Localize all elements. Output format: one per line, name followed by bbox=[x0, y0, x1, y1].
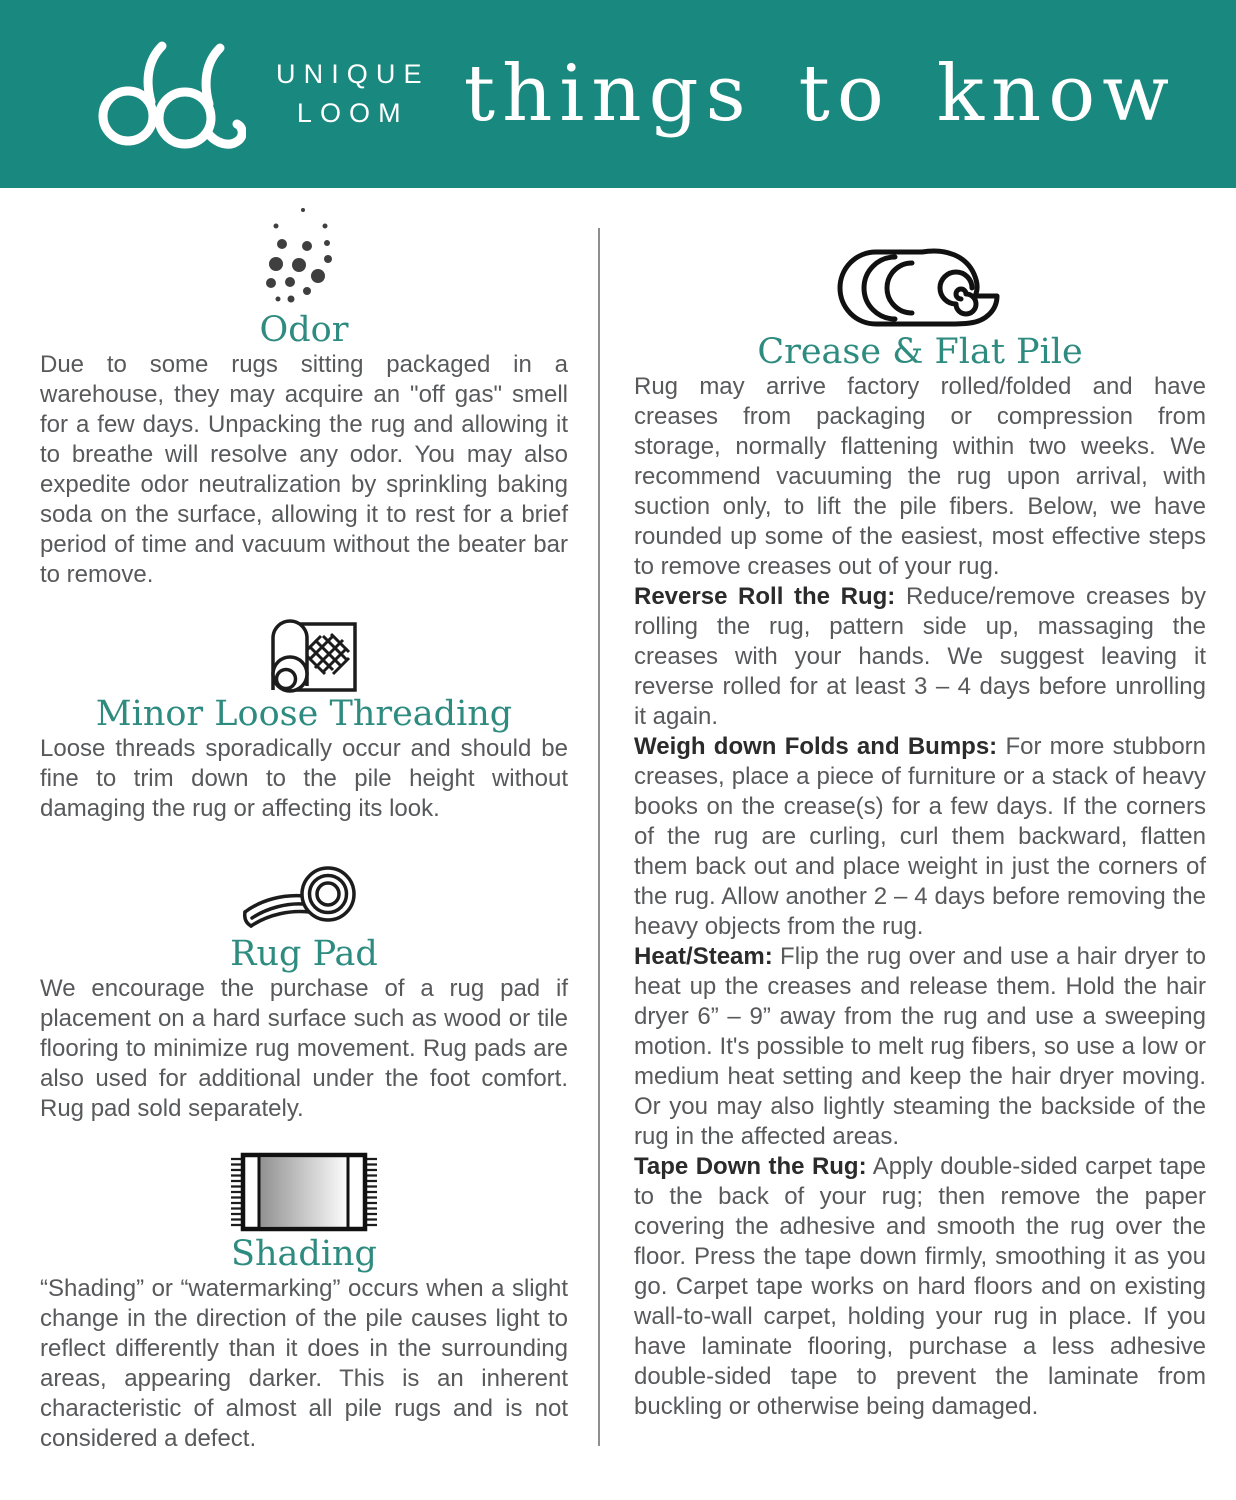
section-heading-threading: Minor Loose Threading bbox=[95, 694, 513, 734]
section-body-odor: Due to some rugs sitting packaged in a warehouse, they may acquire an "off gas" smell for a few days. Unpacking the rug and allowing it to breathe will resolve any odor. You may also expedite odor neutralization by sprinkling baking soda on the surface, allowing it to rest for a brief period of time and vacuum without the beater bar to remove. bbox=[40, 351, 568, 588]
tip-weigh-down bbox=[634, 732, 1206, 942]
tip-heat-steam-label: Heat/Steam: bbox=[634, 943, 773, 970]
right-column bbox=[634, 188, 1206, 1422]
tip-tape-down-text: Apply double-sided carpet tape to the back of your rug; then remove the paper covering the adhesive and smooth the rug over the floor. Press the tape down firmly, smoothing it as you go. Carpet tape works on hard floors and on existing wall-to-wall carpet, holding your rug in place. If you have laminate flooring, purchase a less adhesive double-sided tape to prevent the laminate from buckling or otherwise being damaged. bbox=[634, 1153, 1207, 1420]
tip-tape-down-label: Tape Down the Rug: bbox=[634, 1153, 867, 1180]
brand-lockup bbox=[96, 38, 430, 150]
section-heading-shading: Shading bbox=[231, 1234, 377, 1274]
tip-reverse-roll-text: Reduce/remove creases by rolling the rug, pattern side up, massaging the creases with your hands. We suggest leaving it reverse rolled for at least 3 – 4 days before unrolling it again. bbox=[634, 583, 1207, 730]
section-odor bbox=[40, 204, 568, 590]
section-threading bbox=[40, 602, 568, 824]
section-body-shading: “Shading” or “watermarking” occurs when a slight change in the direction of the pile causes light to reflect differently than it does in the surrounding areas, appearing darker. This is an inherent characteristic of almost all pile rugs and is not considered a defect. bbox=[40, 1275, 568, 1452]
page-title: things to know bbox=[463, 49, 1176, 139]
tip-reverse-roll bbox=[634, 582, 1206, 732]
section-body-crease-intro: Rug may arrive factory rolled/folded and have creases from packaging or compression from storage, normally flattening within two weeks. We recommend vacuuming the rug upon arrival, with suction only, to lift the pile fibers. Below, we have rounded up some of the easiest, most effective steps to remove creases out of your rug. bbox=[634, 373, 1206, 580]
rolled-rug-side-icon bbox=[836, 244, 1004, 332]
section-rugpad bbox=[40, 858, 568, 1124]
odor-sprinkle-icon bbox=[254, 204, 354, 310]
section-heading-rugpad: Rug Pad bbox=[230, 934, 378, 974]
section-shading bbox=[40, 1150, 568, 1454]
fringed-rug-icon bbox=[228, 1150, 380, 1234]
section-heading-crease: Crease & Flat Pile bbox=[757, 332, 1083, 372]
section-body-threading: Loose threads sporadically occur and should be fine to trim down to the pile height without damaging the rug or affecting its look. bbox=[40, 735, 568, 822]
left-column bbox=[40, 188, 568, 1454]
brand-name-line1: UNIQUE bbox=[276, 58, 430, 89]
column-divider bbox=[598, 228, 600, 1446]
brand-name-line2: LOOM bbox=[296, 98, 409, 128]
section-body-rugpad: We encourage the purchase of a rug pad if placement on a hard surface such as wood or tile flooring to minimize rug movement. Rug pads are also used for additional under the foot comfort. Rug pad sold separately. bbox=[40, 975, 568, 1122]
section-crease bbox=[634, 244, 1206, 1422]
rug-pad-roll-icon bbox=[239, 858, 369, 934]
tip-reverse-roll-label: Reverse Roll the Rug: bbox=[634, 583, 896, 610]
tip-weigh-down-text: For more stubborn creases, place a piece of furniture or a stack of heavy books on the crease(s) for a few days. If the corners of the rug are curling, curl them backward, flatten them back out and place weight in just the corners of the rug. Allow another 2 – 4 days before removing the heavy objects from the rug. bbox=[634, 733, 1207, 940]
tip-heat-steam bbox=[634, 942, 1206, 1152]
unique-loom-logo-icon bbox=[96, 38, 246, 150]
header-band bbox=[0, 0, 1236, 188]
content-area bbox=[0, 188, 1236, 1454]
brand-name bbox=[276, 55, 430, 133]
tip-weigh-down-label: Weigh down Folds and Bumps: bbox=[634, 733, 998, 760]
section-heading-odor: Odor bbox=[259, 310, 349, 350]
tip-heat-steam-text: Flip the rug over and use a hair dryer to heat up the creases and release them. Hold the hair dryer 6” – 9” away from the rug and use a sweeping motion. It's possible to melt rug fibers, so use a low or medium heat setting and keep the hair dryer moving. Or you may also lightly steaming the backside of the rug in the affected areas. bbox=[634, 943, 1206, 1150]
tip-tape-down bbox=[634, 1152, 1206, 1422]
rolled-rug-corner-icon bbox=[245, 602, 363, 694]
